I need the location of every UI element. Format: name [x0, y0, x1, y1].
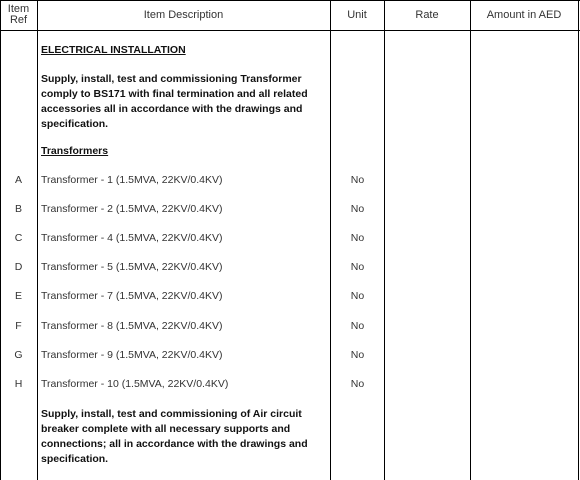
row-unit: No	[350, 232, 365, 244]
row-description: Transformer - 7 (1.5MVA, 22KV/0.4KV)	[41, 290, 223, 302]
row-ref: A	[14, 174, 22, 186]
closing-text: Supply, install, test and commissioning of Air circuit breaker complete with all necessary supports and connections; all in accordance with the drawings and specification.	[41, 408, 308, 465]
row-unit: No	[350, 203, 365, 215]
row-ref: F	[15, 320, 22, 332]
row-unit: No	[350, 320, 365, 332]
header-item-description: Item Description	[143, 8, 224, 21]
row-ref: G	[14, 349, 23, 361]
col-rule-ref	[37, 0, 38, 480]
header-amount: Amount in AED	[486, 8, 562, 21]
col-rule-unit	[384, 0, 385, 480]
row-description: Transformer - 1 (1.5MVA, 22KV/0.4KV)	[41, 174, 223, 186]
row-description: Transformer - 4 (1.5MVA, 22KV/0.4KV)	[41, 232, 223, 244]
row-unit: No	[350, 261, 365, 273]
row-description: Transformer - 8 (1.5MVA, 22KV/0.4KV)	[41, 320, 223, 332]
header-unit: Unit	[347, 8, 367, 21]
row-description: Transformer - 9 (1.5MVA, 22KV/0.4KV)	[41, 349, 223, 361]
row-unit: No	[350, 349, 365, 361]
header-bottom-rule	[0, 30, 580, 31]
row-description: Transformer - 2 (1.5MVA, 22KV/0.4KV)	[41, 203, 223, 215]
row-description: Transformer - 10 (1.5MVA, 22KV/0.4KV)	[41, 378, 229, 390]
row-ref: H	[14, 378, 23, 390]
row-description: Transformer - 5 (1.5MVA, 22KV/0.4KV)	[41, 261, 223, 273]
row-unit: No	[350, 174, 365, 186]
col-rule-right	[578, 0, 579, 480]
row-ref: C	[14, 232, 23, 244]
header-item-ref: Item Ref	[7, 3, 30, 26]
col-rule-rate	[470, 0, 471, 480]
section-title: ELECTRICAL INSTALLATION	[41, 44, 186, 56]
row-unit: No	[350, 290, 365, 302]
row-ref: D	[14, 261, 23, 273]
section-intro-text: Supply, install, test and commissioning Transformer comply to BS171 with final termination and all related accessories all in accordance with the drawings and specification.	[41, 73, 308, 130]
header-rate: Rate	[415, 8, 439, 21]
row-ref: B	[14, 203, 22, 215]
row-ref: E	[14, 290, 22, 302]
subsection-title: Transformers	[41, 145, 109, 157]
row-unit: No	[350, 378, 365, 390]
